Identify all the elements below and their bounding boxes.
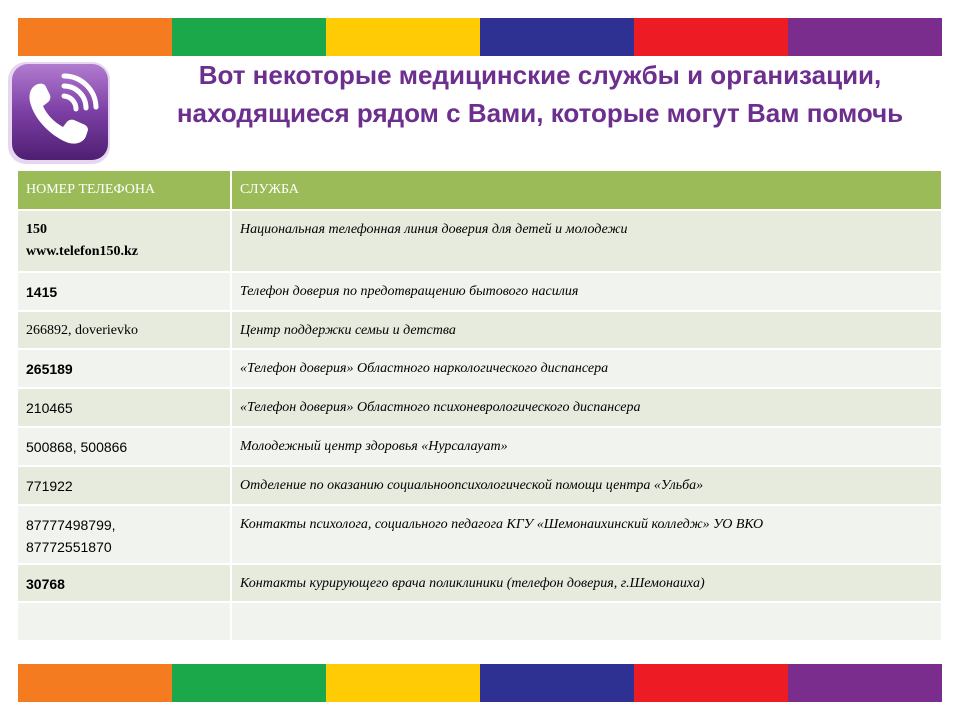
phone-handset-icon bbox=[6, 60, 112, 166]
header-phone: НОМЕР ТЕЛЕФОНА bbox=[18, 171, 231, 210]
service-cell: Отделение по оказанию социальноопсихологической помощи центра «Ульба» bbox=[231, 466, 942, 505]
table-row bbox=[18, 349, 942, 388]
stripe-segment bbox=[326, 664, 480, 702]
stripe-segment bbox=[788, 664, 942, 702]
table-row bbox=[18, 564, 942, 602]
top-color-stripe bbox=[18, 18, 942, 56]
phone-number: 150 bbox=[26, 222, 47, 237]
service-cell: «Телефон доверия» Областного психоневрологического диспансера bbox=[231, 388, 942, 427]
phone-cell: 210465 bbox=[18, 388, 231, 427]
service-cell: Центр поддержки семьи и детства bbox=[231, 311, 942, 349]
table-row bbox=[18, 466, 942, 505]
phone-cell: 30768 bbox=[18, 564, 231, 602]
phone-cell bbox=[18, 210, 231, 272]
phone-cell bbox=[18, 602, 231, 641]
service-cell: Телефон доверия по предотвращению бытового насилия bbox=[231, 272, 942, 311]
phone-cell: 266892, doverievko bbox=[18, 311, 231, 349]
header-service: СЛУЖБА bbox=[231, 171, 942, 210]
table-row bbox=[18, 272, 942, 311]
table-row bbox=[18, 210, 942, 272]
stripe-segment bbox=[18, 18, 172, 56]
phone-cell: 500868, 500866 bbox=[18, 427, 231, 466]
services-table bbox=[18, 171, 943, 642]
page-title: Вот некоторые медицинские службы и организации, находящиеся рядом с Вами, которые могут Вам помочь bbox=[176, 60, 904, 128]
stripe-segment bbox=[480, 18, 634, 56]
service-cell: Контакты психолога, социального педагога КГУ «Шемонаихинский колледж» УО ВКО bbox=[231, 505, 942, 564]
stripe-segment bbox=[172, 664, 326, 702]
phone-cell: 265189 bbox=[18, 349, 231, 388]
table-row bbox=[18, 505, 942, 564]
table-row bbox=[18, 388, 942, 427]
stripe-segment bbox=[480, 664, 634, 702]
table-header-row bbox=[18, 171, 942, 210]
service-cell: «Телефон доверия» Областного наркологического диспансера bbox=[231, 349, 942, 388]
phone-number: 87772551870 bbox=[26, 539, 112, 555]
service-cell: Контакты курирующего врача поликлиники (телефон доверия, г.Шемонаиха) bbox=[231, 564, 942, 602]
phone-number: 87777498799, bbox=[26, 517, 116, 533]
stripe-segment bbox=[634, 18, 788, 56]
stripe-segment bbox=[634, 664, 788, 702]
table-row bbox=[18, 311, 942, 349]
stripe-segment bbox=[172, 18, 326, 56]
stripe-segment bbox=[326, 18, 480, 56]
table-row bbox=[18, 602, 942, 641]
website-link[interactable]: www.telefon150.kz bbox=[26, 244, 138, 259]
phone-cell: 771922 bbox=[18, 466, 231, 505]
bottom-color-stripe bbox=[18, 664, 942, 702]
table-row bbox=[18, 427, 942, 466]
service-cell: Национальная телефонная линия доверия для детей и молодежи bbox=[231, 210, 942, 272]
phone-cell: 1415 bbox=[18, 272, 231, 311]
service-cell: Молодежный центр здоровья «Нурсалауат» bbox=[231, 427, 942, 466]
stripe-segment bbox=[18, 664, 172, 702]
service-cell bbox=[231, 602, 942, 641]
phone-cell bbox=[18, 505, 231, 564]
stripe-segment bbox=[788, 18, 942, 56]
